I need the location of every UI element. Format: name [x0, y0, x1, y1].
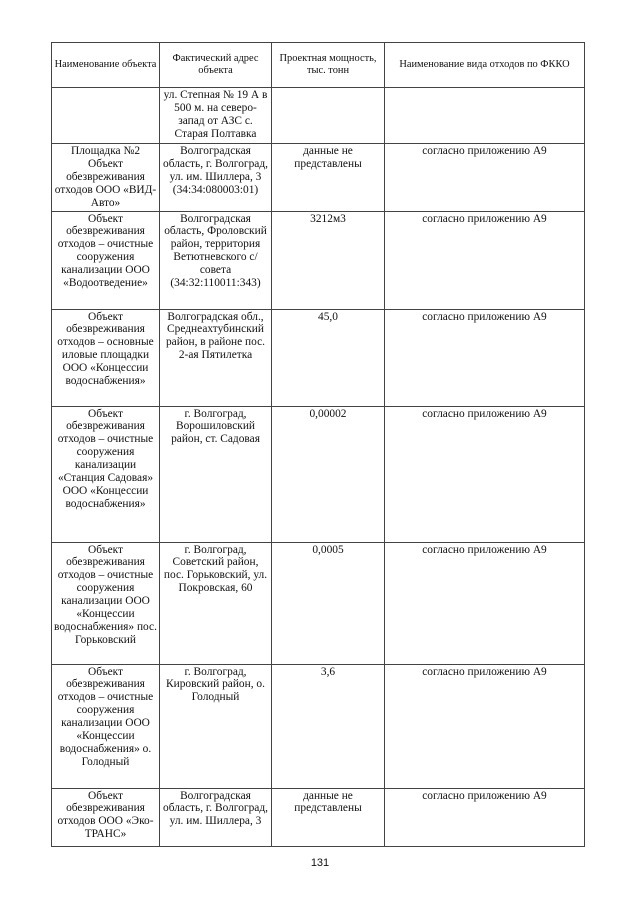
table-row	[52, 406, 585, 542]
cell-address: г. Волгоград, Кировский район, о. Голодный	[160, 664, 272, 788]
cell-capacity: данные не представлены	[272, 788, 385, 846]
table-row	[52, 664, 585, 788]
cell-object-name: Площадка №2 Объект обезвреживания отходов ООО «ВИД-Авто»	[52, 144, 160, 212]
cell-capacity: 3212м3	[272, 211, 385, 309]
header-capacity: Проектная мощность, тыс. тонн	[272, 43, 385, 88]
header-object-name: Наименование объекта	[52, 43, 160, 88]
cell-object-name: Объект обезвреживания отходов – очистные сооружения канализации «Станция Садовая» ООО «Концессии водоснабжения»	[52, 406, 160, 542]
cell-capacity: 45,0	[272, 309, 385, 406]
cell-waste-type: согласно приложению А9	[385, 309, 585, 406]
cell-address: ул. Степная № 19 А в 500 м. на северо-запад от АЗС с. Старая Полтавка	[160, 88, 272, 144]
cell-address: Волгоградская область, г. Волгоград, ул. им. Шиллера, 3 (34:34:080003:01)	[160, 144, 272, 212]
cell-object-name: Объект обезвреживания отходов – очистные сооружения канализации ООО «Концессии водоснабжения» пос. Горьковский	[52, 542, 160, 664]
cell-object-name: Объект обезвреживания отходов ООО «Эко-ТРАНС»	[52, 788, 160, 846]
cell-object-name: Объект обезвреживания отходов – очистные сооружения канализации ООО «Концессии водоснабжения» о. Голодный	[52, 664, 160, 788]
table-row	[52, 788, 585, 846]
cell-address: Волгоградская область, г. Волгоград, ул. им. Шиллера, 3	[160, 788, 272, 846]
cell-object-name: Объект обезвреживания отходов – основные иловые площадки ООО «Концессии водоснабжения»	[52, 309, 160, 406]
cell-capacity: 3,6	[272, 664, 385, 788]
cell-capacity	[272, 88, 385, 144]
cell-waste-type: согласно приложению А9	[385, 144, 585, 212]
cell-address: Волгоградская обл., Среднеахтубинский район, в районе пос. 2-ая Пятилетка	[160, 309, 272, 406]
table-row	[52, 211, 585, 309]
cell-waste-type: согласно приложению А9	[385, 211, 585, 309]
cell-waste-type: согласно приложению А9	[385, 788, 585, 846]
table-row	[52, 144, 585, 212]
header-waste-type: Наименование вида отходов по ФККО	[385, 43, 585, 88]
cell-waste-type	[385, 88, 585, 144]
cell-address: г. Волгоград, Советский район, пос. Горьковский, ул. Покровская, 60	[160, 542, 272, 664]
cell-object-name: Объект обезвреживания отходов – очистные сооружения канализации ООО «Водоотведение»	[52, 211, 160, 309]
cell-capacity: 0,0005	[272, 542, 385, 664]
table-row	[52, 542, 585, 664]
table-header-row	[52, 43, 585, 88]
cell-object-name	[52, 88, 160, 144]
cell-capacity: данные не представлены	[272, 144, 385, 212]
cell-capacity: 0,00002	[272, 406, 385, 542]
cell-address: Волгоградская область, Фроловский район, территория Ветютневского с/совета (34:32:110011:343)	[160, 211, 272, 309]
table-row	[52, 309, 585, 406]
cell-address: г. Волгоград, Ворошиловский район, ст. Садовая	[160, 406, 272, 542]
cell-waste-type: согласно приложению А9	[385, 406, 585, 542]
cell-waste-type: согласно приложению А9	[385, 542, 585, 664]
cell-waste-type: согласно приложению А9	[385, 664, 585, 788]
table-row	[52, 88, 585, 144]
waste-facilities-table	[51, 42, 585, 847]
page-number: 131	[310, 857, 330, 869]
header-address: Фактический адрес объекта	[160, 43, 272, 88]
